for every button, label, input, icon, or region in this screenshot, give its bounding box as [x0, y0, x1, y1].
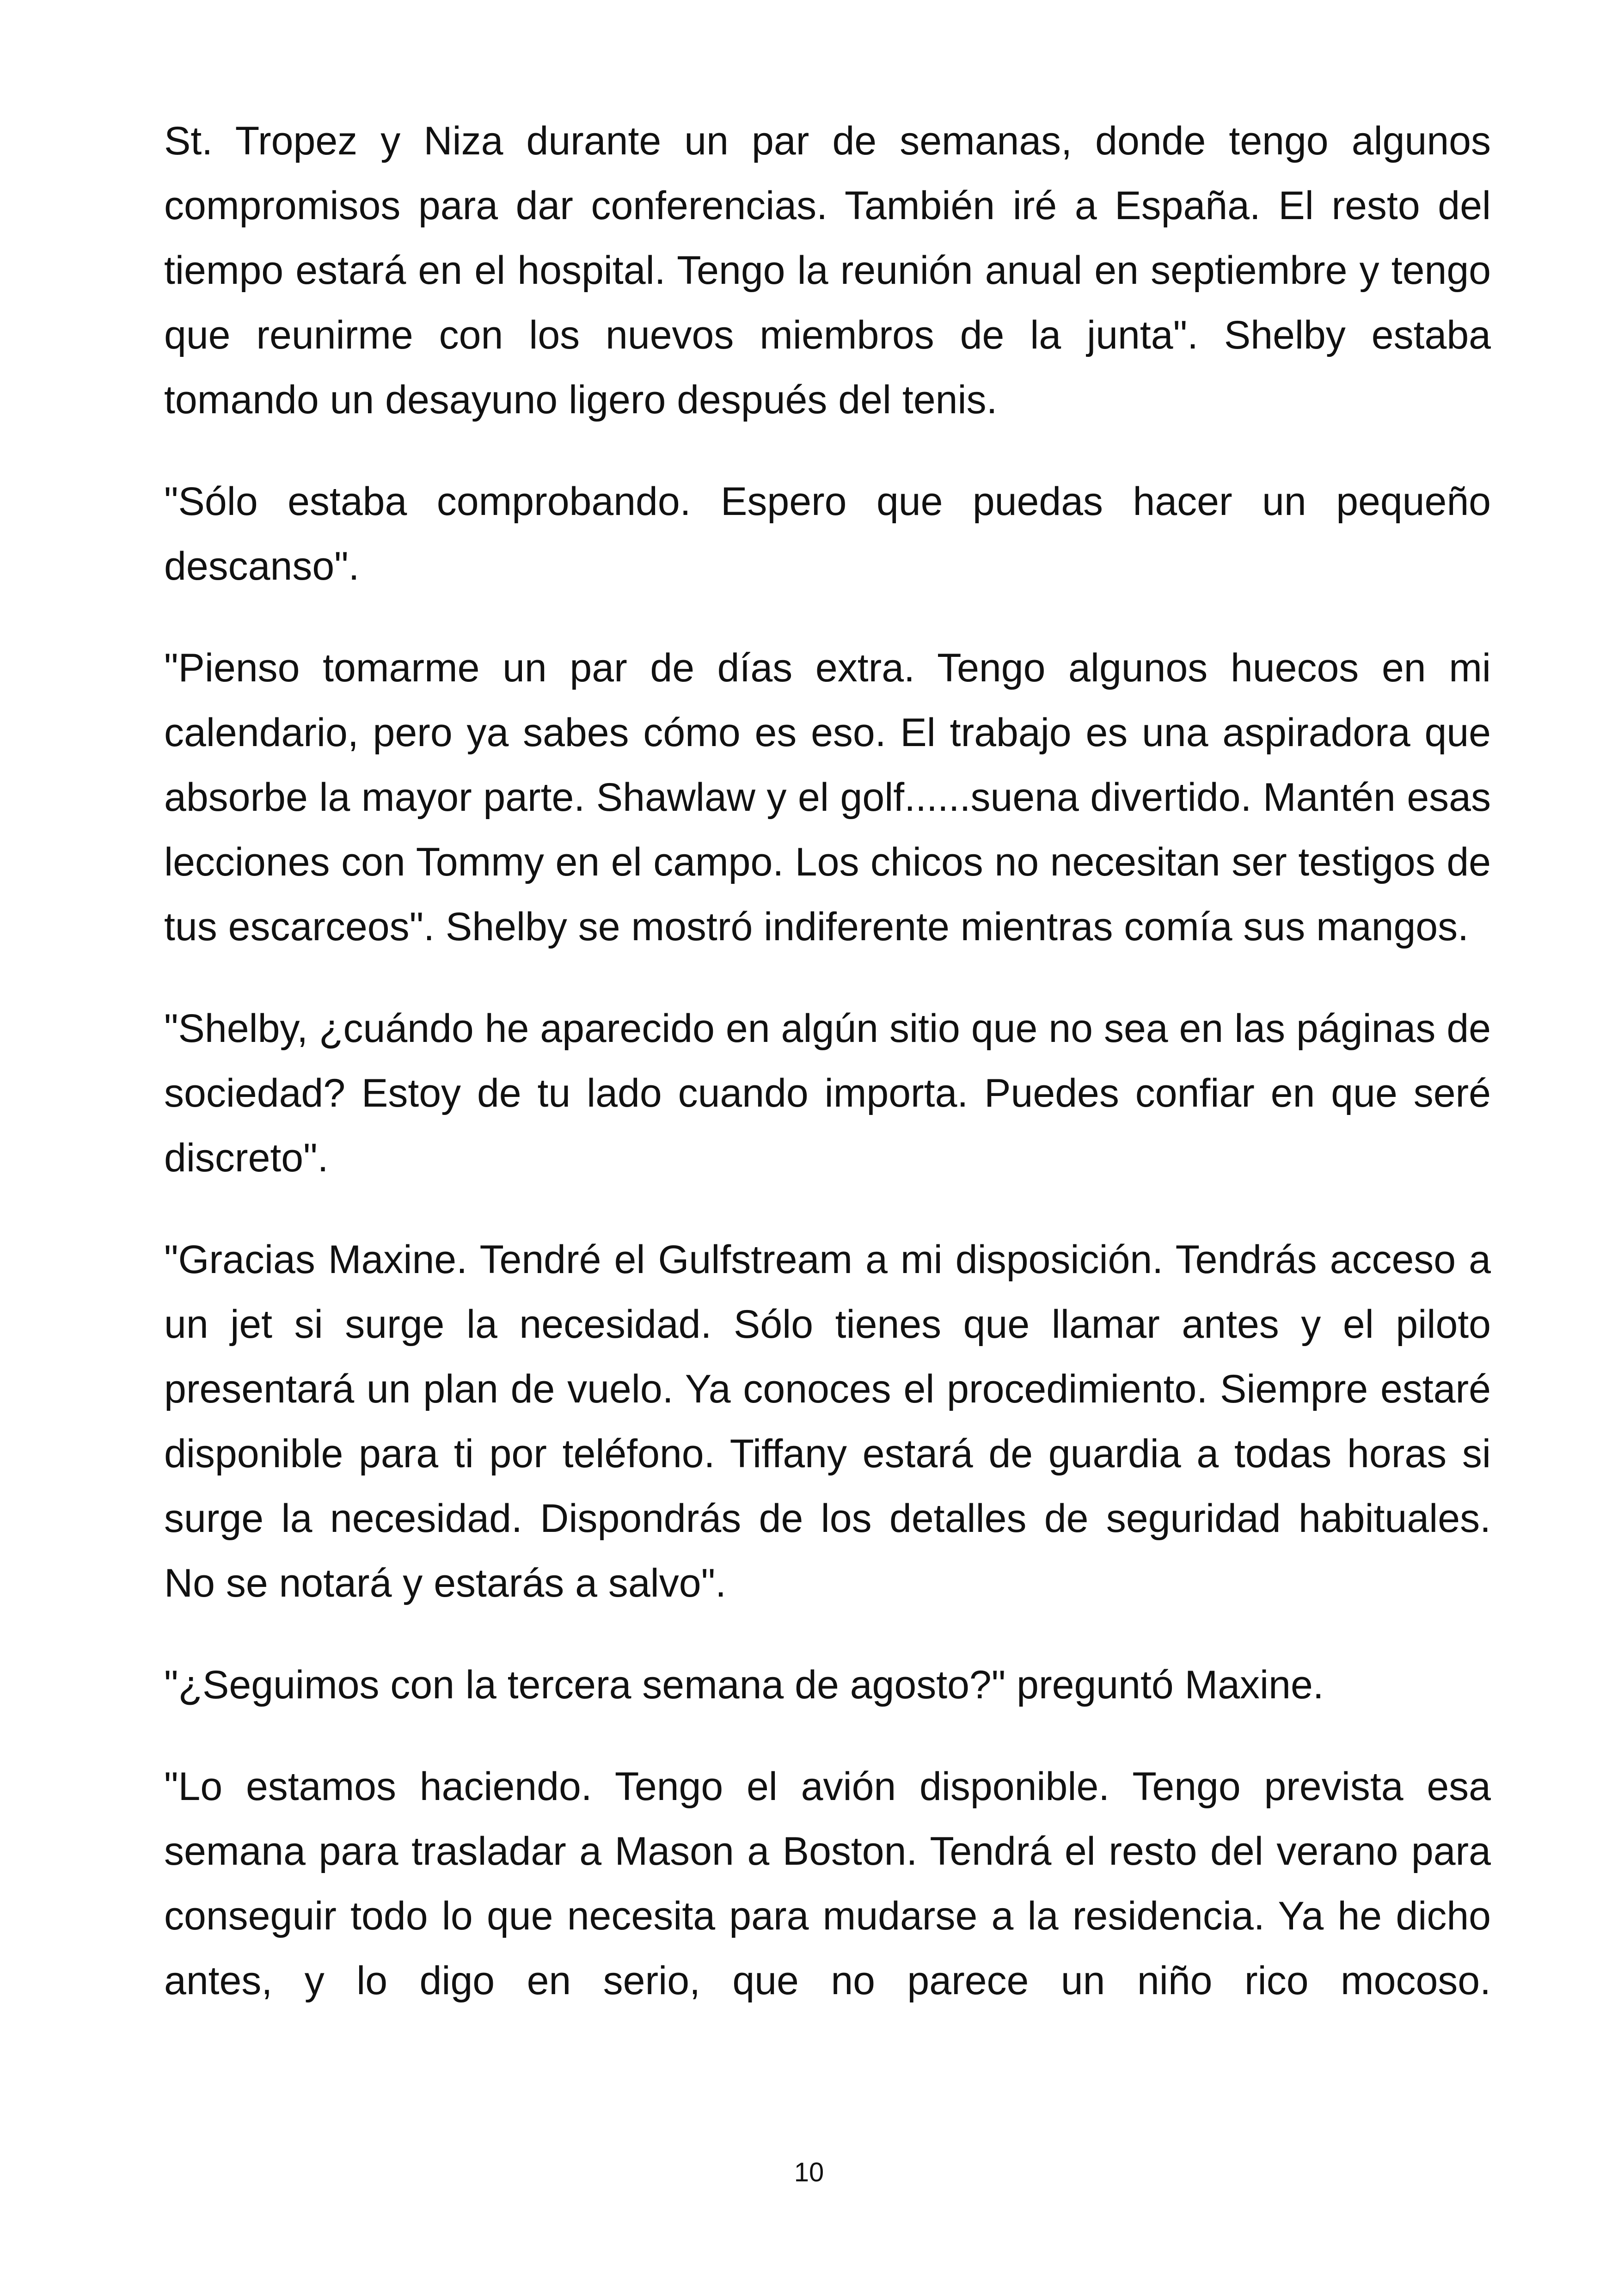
paragraph-2: "Sólo estaba comprobando. Espero que puedas hacer un pequeño descanso". — [164, 479, 1491, 588]
paragraph-5: "Gracias Maxine. Tendré el Gulfstream a mi disposición. Tendrás acceso a un jet si surge la necesidad. Sólo tienes que llamar antes y el piloto presentará un plan de vuelo. Ya conoces el procedimiento. Siempre estaré disponible para ti por teléfono. Tiffany estará de guardia a todas horas si surge la necesidad. Dispondrás de los detalles de seguridad habituales. No se notará y estarás a salvo". — [164, 1237, 1491, 1605]
page-number: 10 — [794, 2157, 824, 2187]
paragraph-7: "Lo estamos haciendo. Tengo el avión disponible. Tengo prevista esa semana para trasladar a Mason a Boston. Tendrá el resto del verano para conseguir todo lo que necesita para mudarse a la residencia. Ya he dicho antes, y lo digo en serio, que no parece un niño rico mocoso. — [164, 1764, 1491, 2003]
paragraph-6: "¿Seguimos con la tercera semana de agosto?" preguntó Maxine. — [164, 1663, 1324, 1707]
paragraph-4: "Shelby, ¿cuándo he aparecido en algún sitio que no sea en las páginas de sociedad? Estoy de tu lado cuando importa. Puedes confiar en que seré discreto". — [164, 1006, 1491, 1180]
body-text — [164, 109, 1491, 2013]
paragraph-3: "Pienso tomarme un par de días extra. Tengo algunos huecos en mi calendario, pero ya sabes cómo es eso. El trabajo es una aspiradora que absorbe la mayor parte. Shawlaw y el golf......suena divertido. Mantén esas lecciones con Tommy en el campo. Los chicos no necesitan ser testigos de tus escarceos". Shelby se mostró indiferente mientras comía sus mangos. — [164, 646, 1491, 949]
paragraph-1: St. Tropez y Niza durante un par de semanas, donde tengo algunos compromisos para dar conferencias. También iré a España. El resto del tiempo estará en el hospital. Tengo la reunión anual en septiembre y tengo que reunirme con los nuevos miembros de la junta". Shelby estaba tomando un desayuno ligero después del tenis. — [164, 119, 1491, 422]
